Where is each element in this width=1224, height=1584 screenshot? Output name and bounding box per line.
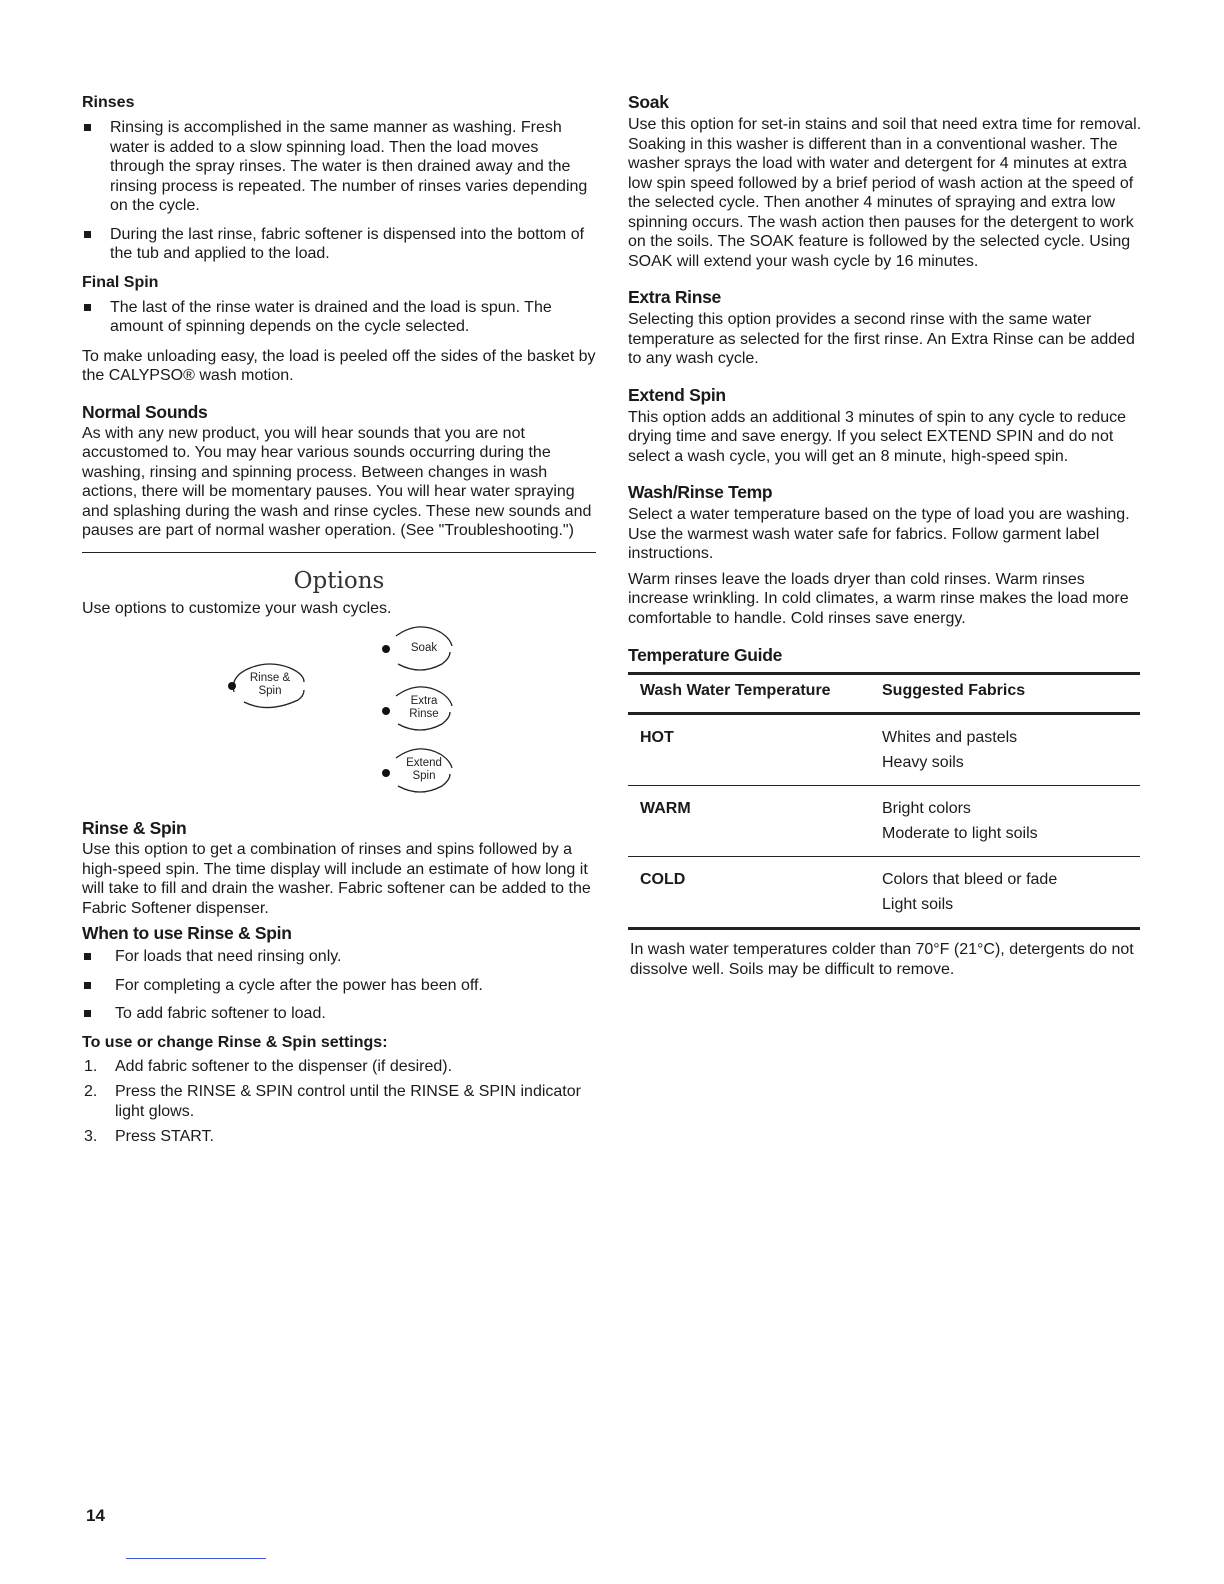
- step-number: 1.: [84, 1057, 98, 1075]
- column-header: Wash Water Temperature: [628, 674, 870, 714]
- rinses-list: [82, 118, 596, 264]
- extra-rinse-option-button[interactable]: [378, 684, 458, 734]
- list-item: Rinsing is accomplished in the same manner as washing. Fresh water is added to a slow spinning load. Then the load moves through the spray rinses. The water is then drained away and the rinsing process is repeated. The number of rinses varies depending on the cycle.: [82, 118, 596, 216]
- normal-sounds-paragraph: As with any new product, you will hear sounds that you are not accustomed to. You may hear various sounds occurring during the washing, rinsing and spinning process. Between changes in wash actions, there will be momentary pauses. You will hear water spraying and splashing during the wash and rinse cycles. These new sounds and pauses are part of normal washer operation. (See "Troubleshooting."): [82, 424, 592, 539]
- rinse-spin-label-line1: Rinse &: [249, 672, 291, 684]
- section-divider: [82, 552, 596, 553]
- soak-paragraph: Use this option for set-in stains and soil that need extra time for removal. Soaking in this washer is different than in a conventional washer. The washer sprays the load with water and detergent for 4 minutes at extra low spin speed followed by a brief period of wash action at the speed of the selected cycle. Then another 4 minutes of spraying and extra low spinning occurs. The wash action then pauses for the detergent to work on the soils. The SOAK feature is followed by the selected cycle. Using SOAK will extend your wash cycle by 16 minutes.: [628, 116, 1142, 270]
- options-control-panel: [82, 624, 596, 800]
- step-text: Press the RINSE & SPIN control until the RINSE & SPIN indicator light glows.: [115, 1083, 581, 1120]
- wash-rinse-temp-heading: Wash/Rinse Temp: [628, 482, 773, 502]
- options-title: Options: [293, 567, 385, 594]
- page-number: 14: [86, 1506, 105, 1525]
- fabric-line: Moderate to light soils: [882, 825, 1038, 842]
- extra-rinse-label-line2: Rinse: [409, 708, 439, 720]
- list-item: [82, 1057, 596, 1077]
- list-item: [82, 1127, 596, 1147]
- extend-spin-label-line1: Extend: [406, 757, 442, 769]
- temperature-guide-table: [628, 672, 1140, 930]
- temperature-cell: WARM: [628, 786, 870, 857]
- extend-spin-label-line2: Spin: [412, 770, 436, 782]
- when-to-use-heading: When to use Rinse & Spin: [82, 923, 292, 943]
- soak-heading: Soak: [628, 92, 669, 112]
- fabric-line: Heavy soils: [882, 754, 964, 771]
- table-row: [628, 786, 1140, 857]
- step-number: 2.: [84, 1083, 98, 1100]
- rinse-spin-label-line2: Spin: [258, 685, 282, 697]
- extra-rinse-paragraph: Selecting this option provides a second rinse with the same water temperature as selected for the first rinse. An Extra Rinse can be added to any wash cycle.: [628, 311, 1135, 367]
- soak-label: Soak: [410, 642, 438, 654]
- soak-option-button[interactable]: [378, 624, 458, 674]
- rinse-spin-paragraph: Use this option to get a combination of rinses and spins followed by a high-speed spin. The time display will include an estimate of how long it will take to fill and drain the washer. Fabric softener can be added to the Fabric Softener dispenser.: [82, 841, 591, 917]
- temperature-guide-heading: Temperature Guide: [628, 645, 783, 665]
- rinse-spin-heading: Rinse & Spin: [82, 818, 187, 838]
- list-item: [82, 1082, 596, 1121]
- fabric-line: Whites and pastels: [882, 729, 1018, 746]
- table-row: [628, 714, 1140, 786]
- rinse-spin-option-button[interactable]: [228, 662, 312, 710]
- temperature-cell: COLD: [628, 857, 870, 929]
- final-spin-list: [82, 298, 596, 337]
- wash-rinse-temp-paragraph-2: Warm rinses leave the loads dryer than cold rinses. Warm rinses increase wrinkling. In cold climates, a warm rinse makes the load more comfortable to handle. Cold rinses save energy.: [628, 570, 1129, 627]
- final-spin-paragraph: To make unloading easy, the load is peeled off the sides of the basket by the CALYPSO® wash motion.: [82, 347, 596, 384]
- right-column: [628, 92, 1144, 979]
- when-to-use-list: [82, 947, 596, 1024]
- extend-spin-paragraph: This option adds an additional 3 minutes of spin to any cycle to reduce drying time and save energy. If you select EXTEND SPIN and do not select a wash cycle, you will get an 8 minute, high-speed spin.: [628, 408, 1127, 465]
- to-use-steps: [82, 1057, 596, 1147]
- step-text: Press START.: [115, 1128, 214, 1145]
- list-item: To add fabric softener to load.: [82, 1004, 596, 1024]
- fabrics-cell: [870, 714, 1140, 786]
- normal-sounds-heading: Normal Sounds: [82, 401, 208, 422]
- list-item: The last of the rinse water is drained and the load is spun. The amount of spinning depends on the cycle selected.: [82, 298, 596, 337]
- fabric-line: Bright colors: [882, 800, 971, 817]
- wash-rinse-temp-paragraph-1: Select a water temperature based on the type of load you are washing. Use the warmest wash water safe for fabrics. Follow garment label instructions.: [628, 506, 1130, 562]
- fabrics-cell: [870, 857, 1140, 929]
- table-header-row: [628, 674, 1140, 714]
- list-item: For completing a cycle after the power has been off.: [82, 976, 596, 996]
- extend-spin-heading: Extend Spin: [628, 384, 726, 405]
- temperature-cell: HOT: [628, 714, 870, 786]
- extend-spin-option-button[interactable]: [378, 746, 458, 796]
- options-intro: Use options to customize your wash cycles.: [82, 599, 392, 617]
- list-item: During the last rinse, fabric softener is dispensed into the bottom of the tub and applied to the load.: [82, 225, 596, 264]
- extra-rinse-heading: Extra Rinse: [628, 287, 721, 307]
- column-header: Suggested Fabrics: [870, 674, 1140, 714]
- temperature-note: In wash water temperatures colder than 70°F (21°C), detergents do not dissolve well. Soils may be difficult to remove.: [630, 941, 1134, 978]
- fabric-line: Colors that bleed or fade: [882, 871, 1058, 888]
- step-number: 3.: [84, 1128, 98, 1145]
- final-spin-heading: Final Spin: [82, 273, 159, 291]
- step-text: Add fabric softener to the dispenser (if desired).: [115, 1057, 453, 1075]
- left-column: [82, 92, 596, 1147]
- to-use-heading: To use or change Rinse & Spin settings:: [82, 1033, 388, 1051]
- fabric-line: Light soils: [882, 896, 954, 913]
- table-row: [628, 857, 1140, 929]
- footer-divider: [126, 1558, 266, 1559]
- extra-rinse-label-line1: Extra: [410, 695, 438, 707]
- rinses-heading: Rinses: [82, 94, 135, 111]
- fabrics-cell: [870, 786, 1140, 857]
- list-item: For loads that need rinsing only.: [82, 947, 596, 967]
